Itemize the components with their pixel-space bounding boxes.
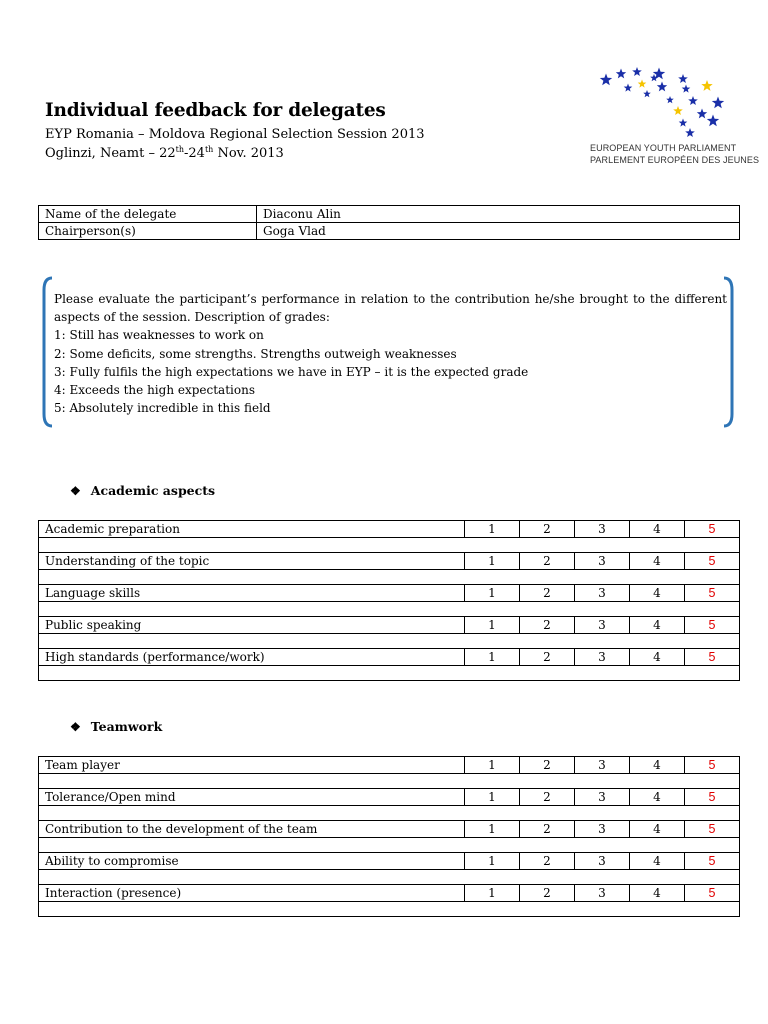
date-sup-1: th [175, 145, 184, 154]
criterion-row [39, 649, 740, 666]
date-suffix: Nov. 2013 [213, 146, 284, 161]
grade-desc: 5: Absolutely incredible in this field [54, 401, 271, 416]
grade-cell[interactable]: 3 [575, 885, 630, 902]
grade-desc: 1: Still has weaknesses to work on [54, 328, 264, 343]
grade-cell[interactable]: 1 [465, 585, 520, 602]
grade-cell[interactable]: 4 [630, 885, 685, 902]
date-sup-2: th [204, 145, 214, 154]
chair-label: Chairperson(s) [39, 223, 257, 240]
grade-cell[interactable]: 1 [465, 649, 520, 666]
comment-row [39, 570, 740, 585]
logo-line-1: EUROPEAN YOUTH PARLIAMENT [590, 143, 737, 153]
date-mid: -24 [184, 146, 205, 161]
grade-cell-selected[interactable]: 5 [685, 853, 740, 870]
comment-row [39, 634, 740, 649]
grade-cell[interactable]: 3 [575, 789, 630, 806]
grade-cell[interactable]: 4 [630, 553, 685, 570]
delegate-value: Diaconu Alin [257, 206, 740, 223]
grade-cell[interactable]: 2 [520, 853, 575, 870]
grade-cell[interactable]: 1 [465, 885, 520, 902]
grade-cell[interactable]: 4 [630, 649, 685, 666]
criterion-label: Contribution to the development of the team [39, 821, 465, 838]
star-icon [679, 119, 688, 127]
grade-cell-selected[interactable]: 5 [685, 821, 740, 838]
grade-cell[interactable]: 2 [520, 521, 575, 538]
comment-row [39, 902, 740, 917]
comment-cell[interactable] [39, 774, 740, 789]
grade-cell[interactable]: 1 [465, 617, 520, 634]
teamwork-grades-table [38, 756, 740, 917]
criterion-row [39, 853, 740, 870]
criterion-row [39, 757, 740, 774]
grade-cell-selected[interactable]: 5 [685, 521, 740, 538]
comment-row [39, 870, 740, 885]
comment-row [39, 538, 740, 553]
comment-row [39, 602, 740, 617]
grade-cell[interactable]: 2 [520, 649, 575, 666]
academic-grades-table [38, 520, 740, 681]
grade-cell-selected[interactable]: 5 [685, 789, 740, 806]
grade-desc: 2: Some deficits, some strengths. Strengths outweigh weaknesses [54, 346, 457, 361]
logo-stars-icon [590, 66, 738, 138]
comment-cell[interactable] [39, 538, 740, 553]
grade-cell[interactable]: 4 [630, 853, 685, 870]
teamwork-heading-label: Teamwork [90, 719, 163, 734]
grade-desc: 4: Exceeds the high expectations [54, 383, 255, 398]
star-icon [701, 80, 712, 91]
grade-cell[interactable]: 3 [575, 585, 630, 602]
criterion-label: Understanding of the topic [39, 553, 465, 570]
star-icon [685, 128, 695, 137]
star-icon [624, 84, 633, 92]
delegate-info-table [38, 205, 740, 240]
star-icon [712, 97, 724, 109]
grade-cell[interactable]: 2 [520, 617, 575, 634]
criterion-label: Tolerance/Open mind [39, 789, 465, 806]
grade-cell[interactable]: 3 [575, 617, 630, 634]
criterion-row [39, 521, 740, 538]
grade-cell[interactable]: 2 [520, 821, 575, 838]
grade-cell[interactable]: 1 [465, 789, 520, 806]
logo-line-2: PARLEMENT EUROPÉEN DES JEUNES [590, 155, 760, 165]
grade-cell[interactable]: 4 [630, 585, 685, 602]
session-subtitle: EYP Romania – Moldova Regional Selection Session 2013 [45, 127, 425, 142]
star-icon [632, 67, 642, 76]
comment-cell[interactable] [39, 870, 740, 885]
comment-row [39, 774, 740, 789]
grade-cell-selected[interactable]: 5 [685, 649, 740, 666]
delegate-label: Name of the delegate [39, 206, 257, 223]
instructions-text [54, 290, 727, 417]
criterion-row [39, 553, 740, 570]
star-icon [643, 90, 651, 97]
grade-cell[interactable]: 3 [575, 853, 630, 870]
star-icon [678, 74, 688, 83]
location-date [45, 146, 284, 161]
criterion-row [39, 585, 740, 602]
grade-cell[interactable]: 1 [465, 821, 520, 838]
left-bracket [44, 278, 52, 426]
comment-cell[interactable] [39, 806, 740, 821]
grade-cell[interactable]: 3 [575, 821, 630, 838]
grade-cell[interactable]: 4 [630, 521, 685, 538]
academic-heading [70, 483, 215, 498]
comment-row [39, 806, 740, 821]
star-icon [666, 96, 674, 103]
chair-row [39, 223, 740, 240]
grade-cell-selected[interactable]: 5 [685, 757, 740, 774]
grade-cell[interactable]: 1 [465, 521, 520, 538]
star-icon [638, 80, 647, 88]
star-icon [707, 115, 719, 127]
grade-cell[interactable]: 2 [520, 585, 575, 602]
diamond-bullet-icon: ❖ [70, 720, 81, 734]
comment-cell[interactable] [39, 838, 740, 853]
criterion-label: Public speaking [39, 617, 465, 634]
grade-cell-selected[interactable]: 5 [685, 585, 740, 602]
grade-desc: 3: Fully fulfils the high expectations we have in EYP – it is the expected grade [54, 364, 529, 379]
criterion-label: Interaction (presence) [39, 885, 465, 902]
grade-cell[interactable]: 1 [465, 853, 520, 870]
grade-cell[interactable]: 4 [630, 617, 685, 634]
comment-row [39, 666, 740, 681]
chair-value: Goga Vlad [257, 223, 740, 240]
criterion-label: Ability to compromise [39, 853, 465, 870]
teamwork-heading [70, 719, 162, 734]
grade-cell[interactable]: 3 [575, 521, 630, 538]
comment-cell[interactable] [39, 666, 740, 681]
instructions-intro: Please evaluate the participant’s performance in relation to the contribution he/she brought to the different aspects of the session. Description of grades: [54, 292, 727, 325]
grade-cell[interactable]: 2 [520, 789, 575, 806]
comment-cell[interactable] [39, 570, 740, 585]
comment-cell[interactable] [39, 602, 740, 617]
academic-heading-label: Academic aspects [90, 483, 216, 498]
grade-cell[interactable]: 3 [575, 553, 630, 570]
comment-row [39, 838, 740, 853]
page-title: Individual feedback for delegates [45, 100, 386, 121]
grade-cell[interactable]: 2 [520, 885, 575, 902]
star-icon [600, 74, 612, 86]
grade-cell[interactable]: 1 [465, 757, 520, 774]
grade-cell[interactable]: 4 [630, 757, 685, 774]
criterion-label: Language skills [39, 585, 465, 602]
grade-cell-selected[interactable]: 5 [685, 617, 740, 634]
criterion-row [39, 885, 740, 902]
delegate-row [39, 206, 740, 223]
comment-cell[interactable] [39, 634, 740, 649]
star-icon [688, 96, 698, 105]
diamond-bullet-icon: ❖ [70, 484, 81, 498]
comment-cell[interactable] [39, 902, 740, 917]
criterion-label: High standards (performance/work) [39, 649, 465, 666]
criterion-label: Academic preparation [39, 521, 465, 538]
eyp-logo [590, 66, 760, 170]
criterion-row [39, 617, 740, 634]
grade-cell[interactable]: 1 [465, 553, 520, 570]
location-prefix: Oglinzi, Neamt – 22 [45, 146, 176, 161]
criterion-row [39, 789, 740, 806]
grade-cell-selected[interactable]: 5 [685, 885, 740, 902]
criterion-row [39, 821, 740, 838]
grade-cell[interactable]: 3 [575, 757, 630, 774]
grade-cell[interactable]: 3 [575, 649, 630, 666]
star-icon [657, 82, 667, 92]
star-icon [616, 69, 626, 79]
star-icon [673, 106, 683, 115]
grade-cell[interactable]: 4 [630, 789, 685, 806]
star-icon [697, 109, 707, 119]
criterion-label: Team player [39, 757, 465, 774]
star-icon [682, 85, 691, 93]
grade-cell-selected[interactable]: 5 [685, 553, 740, 570]
grade-cell[interactable]: 2 [520, 757, 575, 774]
grade-cell[interactable]: 2 [520, 553, 575, 570]
grade-cell[interactable]: 4 [630, 821, 685, 838]
